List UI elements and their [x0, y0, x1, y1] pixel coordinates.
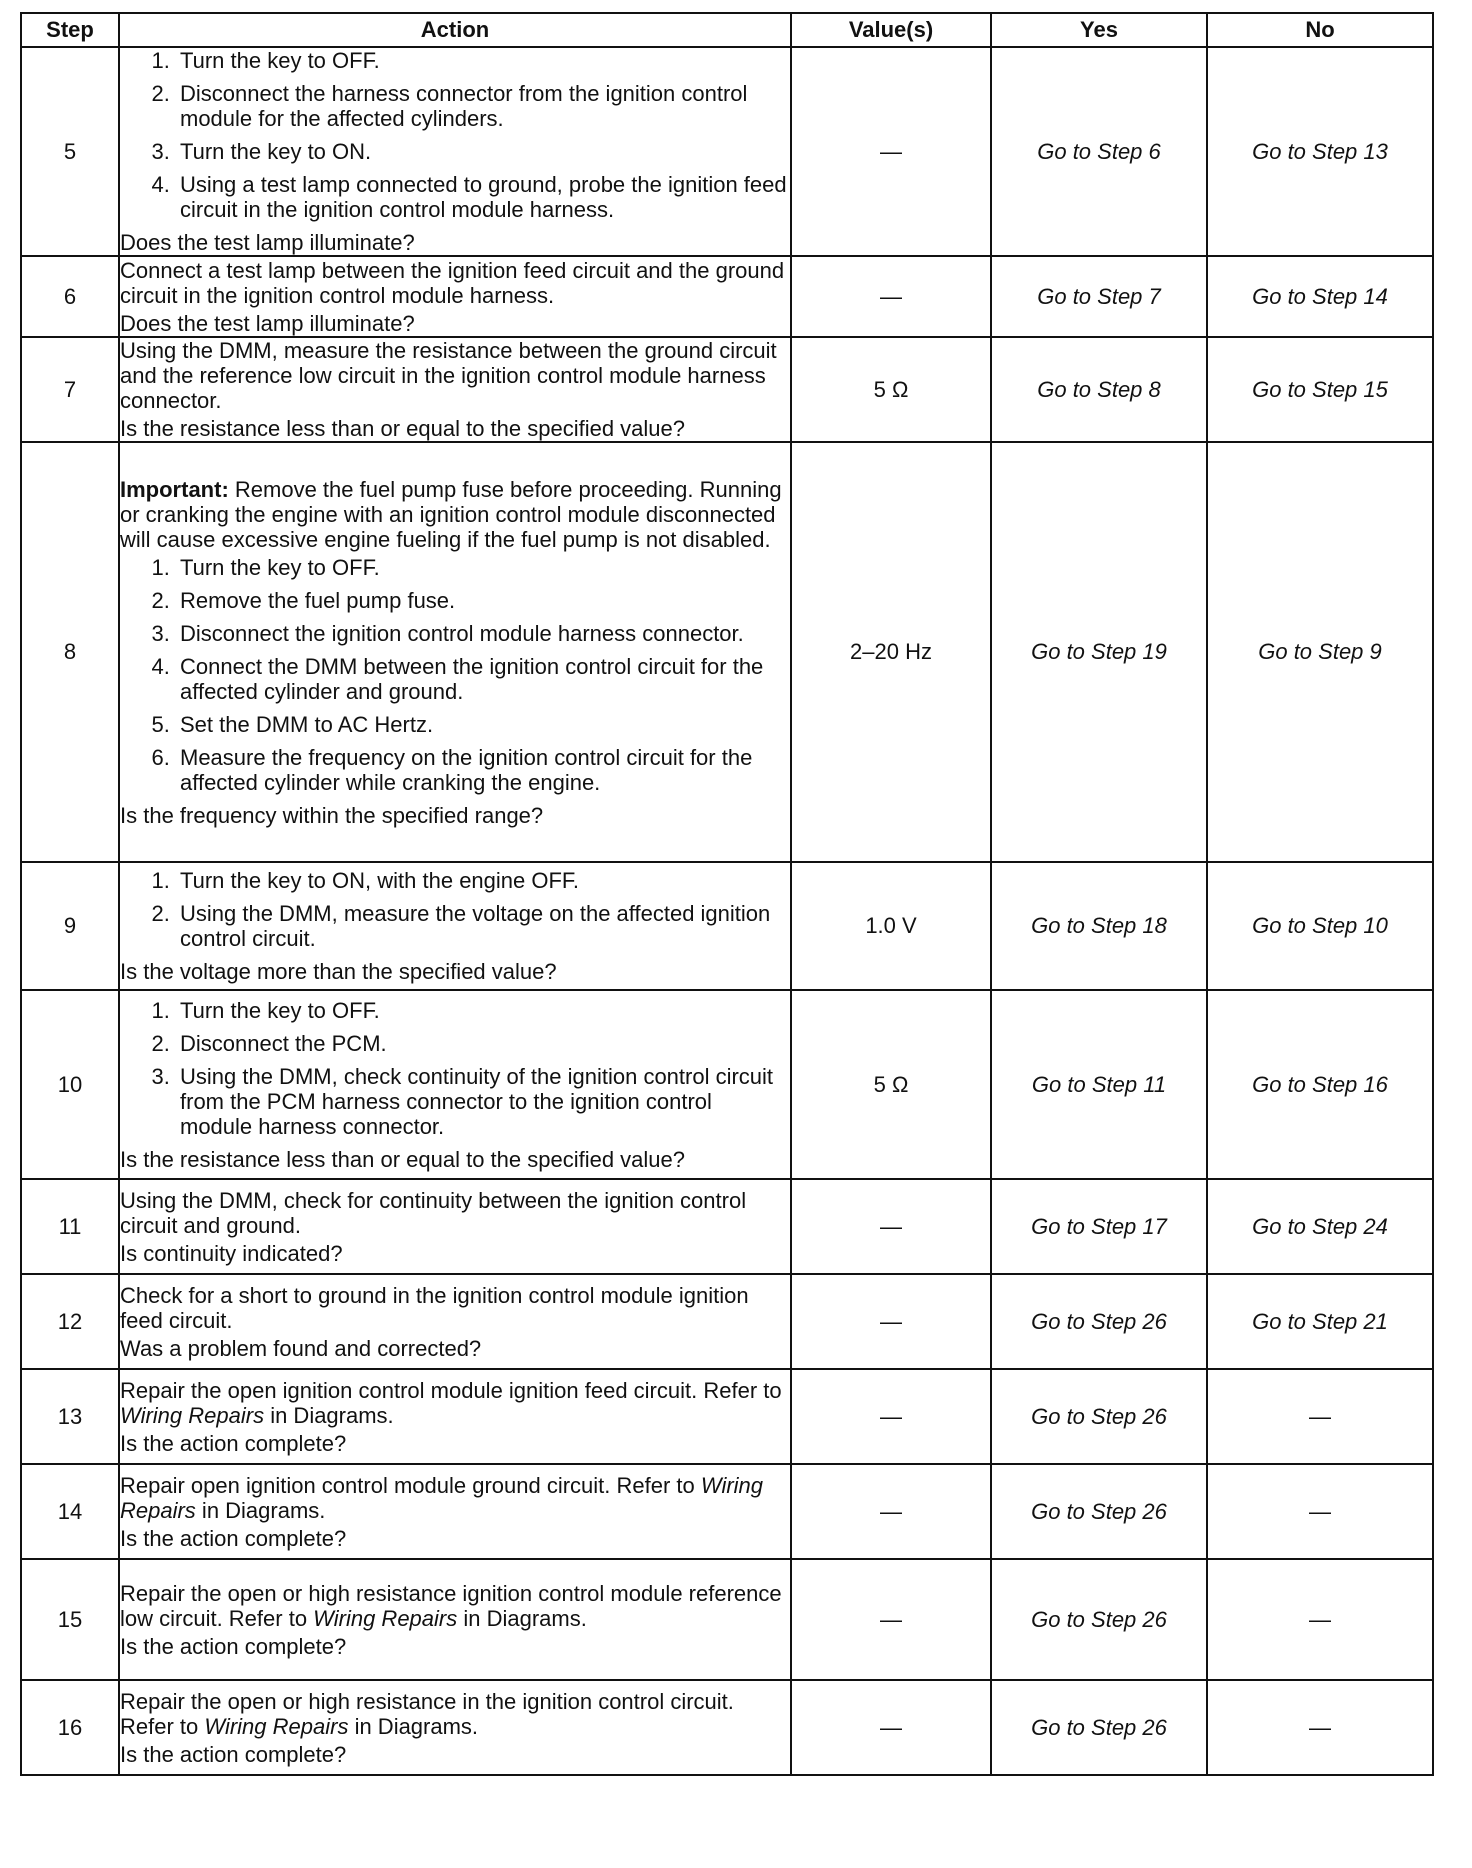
wiring-repairs-link[interactable]: Wiring Repairs	[204, 1713, 349, 1739]
action-text: Using the DMM, measure the resistance between the ground circuit and the reference low circuit in the ignition control module harness connector.	[120, 338, 777, 413]
table-row	[21, 337, 1433, 442]
action-cell	[119, 1680, 791, 1775]
question-text: Is the action complete?	[120, 1430, 347, 1456]
action-text-part: in Diagrams.	[457, 1605, 587, 1631]
action-cell	[119, 47, 791, 256]
action-text-part: in Diagrams.	[264, 1402, 394, 1428]
value-cell: —	[791, 1559, 991, 1680]
wiring-repairs-link[interactable]: Wiring Repairs	[313, 1605, 458, 1631]
yes-link[interactable]: Go to Step 18	[991, 862, 1207, 990]
list-item: 2. Remove the fuel pump fuse.	[176, 588, 790, 613]
action-text: Check for a short to ground in the ignition control module ignition feed circuit.	[120, 1282, 749, 1333]
table-row	[21, 256, 1433, 337]
step-number: 14	[21, 1464, 119, 1559]
header-yes: Yes	[991, 13, 1207, 47]
wiring-repairs-link[interactable]: Wiring Repairs	[120, 1472, 764, 1523]
list-item: 2. Disconnect the harness connector from the ignition control module for the affected cylinders.	[176, 81, 790, 131]
question-text: Is the action complete?	[120, 1741, 347, 1767]
procedure-list	[120, 48, 790, 222]
no-value: —	[1207, 1464, 1433, 1559]
list-item: 4. Connect the DMM between the ignition control circuit for the affected cylinder and ground.	[176, 654, 790, 704]
list-item: 3. Using the DMM, check continuity of the ignition control circuit from the PCM harness connector to the ignition control module harness connector.	[176, 1064, 790, 1139]
table-row	[21, 1369, 1433, 1464]
step-number: 10	[21, 990, 119, 1179]
list-item: 1. Turn the key to ON, with the engine OFF.	[176, 868, 790, 893]
action-cell	[119, 256, 791, 337]
table-row	[21, 442, 1433, 862]
yes-link[interactable]: Go to Step 8	[991, 337, 1207, 442]
step-number: 6	[21, 256, 119, 337]
list-item: 3. Disconnect the ignition control module harness connector.	[176, 621, 790, 646]
action-text	[120, 1378, 790, 1428]
step-number: 8	[21, 442, 119, 862]
value-cell: 1.0 V	[791, 862, 991, 990]
yes-link[interactable]: Go to Step 26	[991, 1274, 1207, 1369]
no-link[interactable]: Go to Step 10	[1207, 862, 1433, 990]
action-text-part: Repair the open or high resistance in the ignition control circuit. Refer to	[120, 1688, 734, 1739]
list-item: 4. Using a test lamp connected to ground, probe the ignition feed circuit in the ignition control module harness.	[176, 172, 790, 222]
important-note	[120, 477, 790, 552]
header-values: Value(s)	[791, 13, 991, 47]
no-value: —	[1207, 1369, 1433, 1464]
step-number: 15	[21, 1559, 119, 1680]
yes-link[interactable]: Go to Step 26	[991, 1369, 1207, 1464]
action-cell	[119, 862, 791, 990]
yes-link[interactable]: Go to Step 6	[991, 47, 1207, 256]
step-number: 9	[21, 862, 119, 990]
question-text: Is the frequency within the specified range?	[120, 802, 544, 828]
question-text: Is the action complete?	[120, 1525, 347, 1551]
yes-link[interactable]: Go to Step 11	[991, 990, 1207, 1179]
value-cell: —	[791, 1680, 991, 1775]
action-text-part: Repair the open or high resistance ignition control module reference low circuit. Refer to	[120, 1580, 782, 1631]
action-cell	[119, 1464, 791, 1559]
action-cell	[119, 1369, 791, 1464]
value-cell: —	[791, 1369, 991, 1464]
step-number: 5	[21, 47, 119, 256]
procedure-list	[120, 555, 790, 795]
question-text: Does the test lamp illuminate?	[120, 230, 415, 255]
action-text	[120, 1689, 790, 1739]
action-text	[120, 1473, 790, 1523]
important-label: Important:	[120, 476, 229, 502]
action-cell	[119, 990, 791, 1179]
important-text: Remove the fuel pump fuse before proceeding. Running or cranking the engine with an ignition control module disconnected will cause excessive engine fueling if the fuel pump is not disabled.	[120, 476, 782, 552]
yes-link[interactable]: Go to Step 26	[991, 1559, 1207, 1680]
table-row	[21, 1274, 1433, 1369]
action-text-part: in Diagrams.	[195, 1497, 326, 1523]
action-cell	[119, 1179, 791, 1274]
list-item: 1. Turn the key to OFF.	[176, 998, 790, 1023]
table-row	[21, 862, 1433, 990]
action-text: Connect a test lamp between the ignition feed circuit and the ground circuit in the ignition control module harness.	[120, 257, 785, 308]
action-text	[120, 1581, 790, 1631]
table-row	[21, 990, 1433, 1179]
list-item: 1. Turn the key to OFF.	[176, 48, 790, 73]
no-value: —	[1207, 1559, 1433, 1680]
no-link[interactable]: Go to Step 16	[1207, 990, 1433, 1179]
list-item: 5. Set the DMM to AC Hertz.	[176, 712, 790, 737]
question-text: Is the resistance less than or equal to the specified value?	[120, 416, 686, 441]
procedure-list	[120, 998, 790, 1139]
question-text: Is continuity indicated?	[120, 1240, 343, 1266]
no-value: —	[1207, 1680, 1433, 1775]
list-item: 6. Measure the frequency on the ignition control circuit for the affected cylinder while cranking the engine.	[176, 745, 790, 795]
diagnostic-table	[20, 12, 1434, 1776]
yes-link[interactable]: Go to Step 17	[991, 1179, 1207, 1274]
no-link[interactable]: Go to Step 13	[1207, 47, 1433, 256]
step-number: 16	[21, 1680, 119, 1775]
question-text: Was a problem found and corrected?	[120, 1335, 482, 1361]
header-no: No	[1207, 13, 1433, 47]
table-row	[21, 1179, 1433, 1274]
no-link[interactable]: Go to Step 21	[1207, 1274, 1433, 1369]
yes-link[interactable]: Go to Step 7	[991, 256, 1207, 337]
wiring-repairs-link[interactable]: Wiring Repairs	[120, 1402, 265, 1428]
question-text: Does the test lamp illuminate?	[120, 310, 415, 336]
table-row	[21, 47, 1433, 256]
yes-link[interactable]: Go to Step 26	[991, 1680, 1207, 1775]
header-step: Step	[21, 13, 119, 47]
procedure-list	[120, 868, 790, 951]
list-item: 1. Turn the key to OFF.	[176, 555, 790, 580]
action-cell	[119, 337, 791, 442]
question-text: Is the voltage more than the specified value?	[120, 959, 557, 984]
value-cell: 5 Ω	[791, 990, 991, 1179]
no-link[interactable]: Go to Step 15	[1207, 337, 1433, 442]
table-row	[21, 1680, 1433, 1775]
list-item: 3. Turn the key to ON.	[176, 139, 790, 164]
value-cell: 2–20 Hz	[791, 442, 991, 862]
value-cell: 5 Ω	[791, 337, 991, 442]
question-text: Is the resistance less than or equal to the specified value?	[120, 1146, 686, 1172]
no-link[interactable]: Go to Step 9	[1207, 442, 1433, 862]
list-item: 2. Using the DMM, measure the voltage on the affected ignition control circuit.	[176, 901, 790, 951]
question-text: Is the action complete?	[120, 1633, 347, 1659]
header-action: Action	[119, 13, 791, 47]
no-link[interactable]: Go to Step 14	[1207, 256, 1433, 337]
action-text: Using the DMM, check for continuity between the ignition control circuit and ground.	[120, 1187, 747, 1238]
step-number: 12	[21, 1274, 119, 1369]
action-cell	[119, 442, 791, 862]
value-cell: —	[791, 1274, 991, 1369]
step-number: 11	[21, 1179, 119, 1274]
action-cell	[119, 1274, 791, 1369]
step-number: 7	[21, 337, 119, 442]
action-cell	[119, 1559, 791, 1680]
no-link[interactable]: Go to Step 24	[1207, 1179, 1433, 1274]
action-text-part: in Diagrams.	[348, 1713, 479, 1739]
yes-link[interactable]: Go to Step 26	[991, 1464, 1207, 1559]
value-cell: —	[791, 1179, 991, 1274]
action-text-part: Repair the open ignition control module ignition feed circuit. Refer to	[120, 1377, 782, 1403]
table-row	[21, 1464, 1433, 1559]
value-cell: —	[791, 1464, 991, 1559]
list-item: 2. Disconnect the PCM.	[176, 1031, 790, 1056]
header-row	[21, 13, 1433, 47]
value-cell: —	[791, 47, 991, 256]
yes-link[interactable]: Go to Step 19	[991, 442, 1207, 862]
action-text-part: Repair open ignition control module ground circuit. Refer to	[120, 1472, 701, 1498]
table-row	[21, 1559, 1433, 1680]
step-number: 13	[21, 1369, 119, 1464]
value-cell: —	[791, 256, 991, 337]
